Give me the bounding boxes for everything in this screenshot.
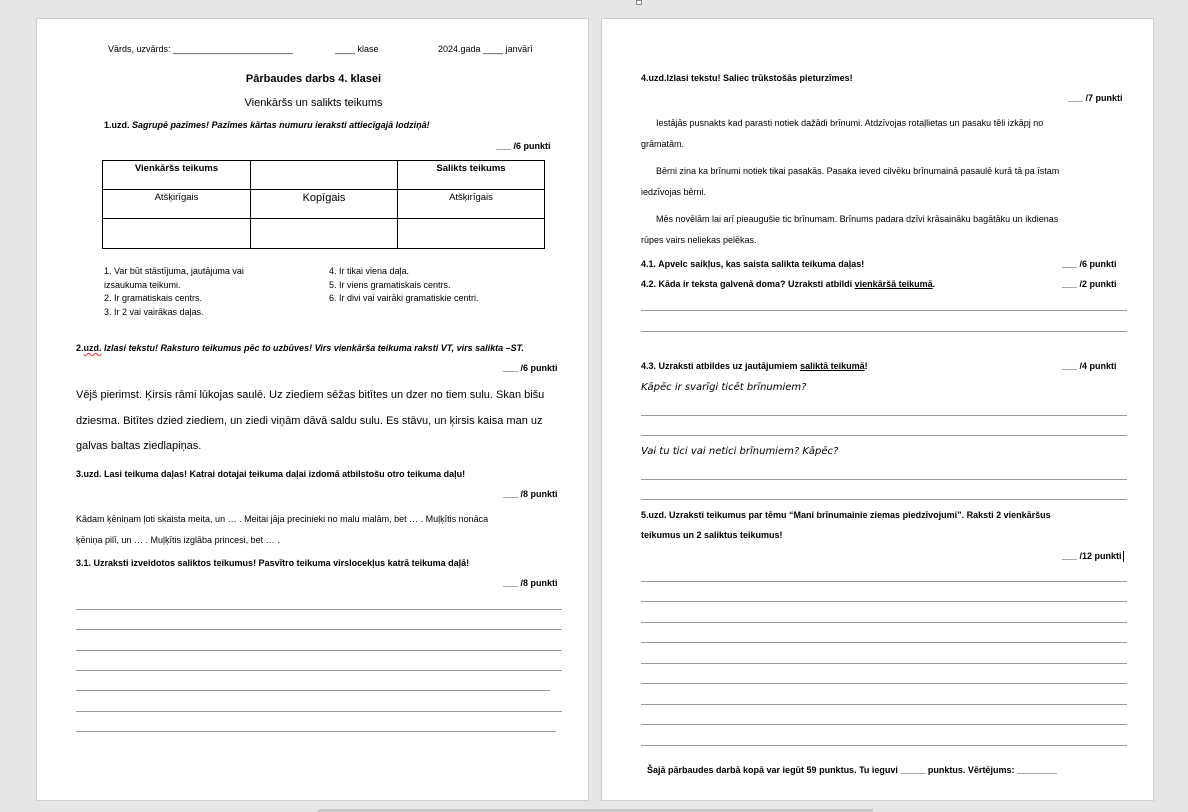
question-1: Kāpēc ir svarīgi ticēt brīnumiem? xyxy=(641,382,807,393)
answer-cell-compound[interactable] xyxy=(398,219,545,249)
answer-line[interactable] xyxy=(641,331,1127,332)
answer-line[interactable] xyxy=(641,704,1127,705)
task42-points: ___ /2 punkti xyxy=(1062,279,1117,289)
task41-points: ___ /6 punkti xyxy=(1062,259,1117,269)
text-line: iedzīvojas bērni. xyxy=(641,186,707,197)
answer-line[interactable] xyxy=(76,670,562,671)
table-header-empty xyxy=(251,161,398,190)
list-item: 2. Ir gramatiskais centrs. xyxy=(104,293,203,303)
ruler-marker[interactable] xyxy=(636,0,642,5)
task43-text: 4.3. Uzraksti atbildes uz jautājumiem xyxy=(641,361,801,371)
list-item: 1. Var būt stāstījuma, jautājuma vai xyxy=(104,266,244,276)
table-header-compound: Salikts teikums xyxy=(398,161,545,190)
traits-list-right xyxy=(329,265,479,306)
answer-cell-common[interactable] xyxy=(251,219,398,249)
table-cell-distinct-compound: Atšķirīgais xyxy=(398,190,545,219)
document-page-1[interactable] xyxy=(36,18,589,801)
score-summary-footer: Šajā pārbaudes darbā kopā var iegūt 59 punktus. Tu ieguvi _____ punktus. Vērtējums: ________ xyxy=(647,765,1057,775)
task42-heading xyxy=(641,279,935,289)
task5-points-text: ___ /12 punkti xyxy=(1062,551,1122,561)
task2-text xyxy=(76,383,544,460)
task1-number: 1.uzd. xyxy=(104,120,130,130)
task4-points: ___ /7 punkti xyxy=(1068,93,1123,103)
answer-line[interactable] xyxy=(641,479,1127,480)
answer-line[interactable] xyxy=(641,622,1127,623)
question-2: Vai tu tici vai netici brīnumiem? Kāpēc? xyxy=(641,446,839,457)
task42-end: . xyxy=(932,279,936,289)
answer-line[interactable] xyxy=(641,415,1127,416)
answer-line[interactable] xyxy=(641,499,1127,500)
task4-text xyxy=(641,113,1059,250)
answer-line[interactable] xyxy=(641,745,1127,746)
name-field-label: Vārds, uzvārds: ________________________ xyxy=(108,44,294,54)
class-field-label: ____ klase xyxy=(335,44,379,54)
table-cell-common: Kopīgais xyxy=(251,190,398,219)
traits-list-left xyxy=(104,265,244,319)
task2-heading xyxy=(76,343,524,353)
answer-line[interactable] xyxy=(641,581,1127,582)
answer-line[interactable] xyxy=(641,683,1127,684)
task1-instruction: Sagrupē pazīmes! Pazīmes kārtas numuru ieraksti attiecīgajā lodziņā! xyxy=(132,120,430,130)
task2-instruction: Izlasi tekstu! Raksturo teikumus pēc to uzbūves! Virs vienkārša teikuma raksti VT, virs salikta –ST. xyxy=(101,343,525,353)
task3-heading: 3.uzd. Lasi teikuma daļas! Katrai dotajai teikuma daļai izdomā atbilstošu otro teikuma daļu! xyxy=(76,469,466,479)
task2-points: ___ /6 punkti xyxy=(503,363,558,373)
text-line: Vējš pierimst. Ķirsis rāmi lūkojas saulē. Uz ziediem sēžas bitītes un dzer no tiem sulu. Skan bišu xyxy=(76,389,545,401)
answer-line[interactable] xyxy=(76,690,550,691)
answer-line[interactable] xyxy=(641,724,1127,725)
date-field-label: 2024.gada ____ janvārī xyxy=(438,44,533,54)
task43-points: ___ /4 punkti xyxy=(1062,361,1117,371)
task4-heading: 4.uzd.Izlasi tekstu! Saliec trūkstošās pieturzīmes! xyxy=(641,73,853,83)
answer-line[interactable] xyxy=(76,609,562,610)
task1-points: ___ /6 punkti xyxy=(496,141,551,151)
task43-heading xyxy=(641,361,868,371)
answer-line[interactable] xyxy=(76,731,556,732)
text-line: Iestājās pusnakts kad parasti notiek dažādi brīnumi. Atdzīvojas rotaļlietas un pasaku tēli izkāpj no xyxy=(656,118,1044,128)
answer-line[interactable] xyxy=(641,435,1127,436)
table-header-simple: Vienkāršs teikums xyxy=(103,161,251,190)
task3-text xyxy=(76,509,488,551)
document-page-2[interactable] xyxy=(601,18,1154,801)
task5-heading-line2: teikumus un 2 saliktus teikumus! xyxy=(641,530,783,540)
text-line: rūpes vairs neliekas pelēkas. xyxy=(641,234,757,245)
task31-heading: 3.1. Uzraksti izveidotos saliktos teikumus! Pasvītro teikuma virslocekļus katrā teikuma daļā! xyxy=(76,558,470,568)
text-line: ķēniņa pilī, un … . Muļķītis izglāba princesi, bet … . xyxy=(76,535,280,545)
classification-table xyxy=(102,160,545,249)
text-line: grāmatām. xyxy=(641,138,685,149)
list-item: 6. Ir divi vai vairāki gramatiskie centri. xyxy=(329,293,479,303)
answer-line[interactable] xyxy=(641,310,1127,311)
task5-points xyxy=(1062,551,1124,562)
answer-line[interactable] xyxy=(641,601,1127,602)
list-item: 3. Ir 2 vai vairākas daļas. xyxy=(104,306,204,317)
task2-number: 2. xyxy=(76,343,84,353)
task5-heading-line1: 5.uzd. Uzraksti teikumus par tēmu “Mani brīnumainie ziemas piedzīvojumi”. Raksti 2 vienkāršus xyxy=(641,510,1051,520)
answer-line[interactable] xyxy=(641,642,1127,643)
text-line: Bērni zina ka brīnumi notiek tikai pasakās. Pasaka ieved cilvēku brīnumainā pasaulē kurā tā pa īstam xyxy=(656,166,1060,176)
text-line: galvas baltas ziedlapiņas. xyxy=(76,440,202,452)
task43-emphasis: saliktā teikumā xyxy=(800,361,865,371)
text-line: dziesma. Bitītes dzied ziediem, un ziedi viņām dāvā saldu sulu. Es stāvu, un ķirsis kaisa man uz xyxy=(76,414,543,427)
task31-points: ___ /8 punkti xyxy=(503,578,558,588)
list-item: izsaukuma teikumi. xyxy=(104,279,181,290)
page-subtitle: Vienkāršs un salikts teikums xyxy=(244,97,383,109)
table-cell-distinct-simple: Atšķirīgais xyxy=(103,190,251,219)
task2-uzd: uzd. xyxy=(83,343,102,353)
answer-line[interactable] xyxy=(76,629,562,630)
answer-line[interactable] xyxy=(76,711,562,712)
task3-points: ___ /8 punkti xyxy=(503,489,558,499)
answer-line[interactable] xyxy=(641,663,1127,664)
page-title: Pārbaudes darbs 4. klasei xyxy=(245,73,382,85)
task1-heading xyxy=(104,120,430,130)
task41-heading: 4.1. Apvelc saikļus, kas saista salikta teikuma daļas! xyxy=(641,259,865,269)
task42-emphasis: vienkāršā teikumā xyxy=(854,279,933,289)
answer-line[interactable] xyxy=(76,650,562,651)
text-cursor xyxy=(1123,551,1124,562)
list-item: 5. Ir viens gramatiskais centrs. xyxy=(329,279,451,290)
answer-cell-simple[interactable] xyxy=(103,219,251,249)
task42-text: 4.2. Kāda ir teksta galvenā doma? Uzraksti atbildi xyxy=(641,279,855,289)
list-item: 4. Ir tikai viena daļa. xyxy=(329,266,410,276)
task43-end: ! xyxy=(864,361,868,371)
text-line: Mēs novēlām lai arī pieaugušie tic brīnumam. Brīnums padara dzīvi krāsaināku bagātāku un ikdienas xyxy=(656,214,1059,224)
text-line: Kādam ķēniņam ļoti skaista meita, un … . Meitai jāja precinieki no malu malām, bet … . Muļķītis nonāca xyxy=(76,514,489,524)
